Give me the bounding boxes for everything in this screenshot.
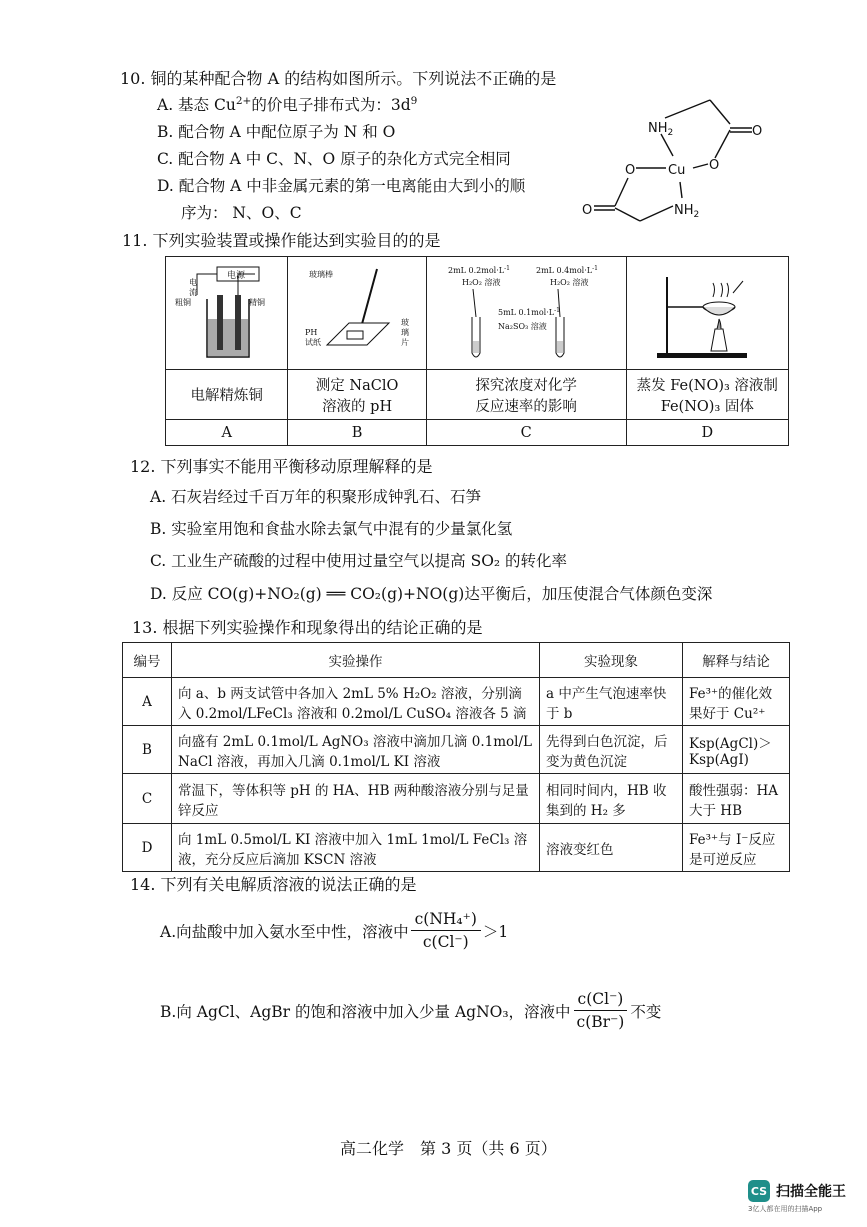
- row-id: C: [123, 774, 172, 824]
- row-id: A: [123, 678, 172, 726]
- svg-text:H₂O₂ 溶液: H₂O₂ 溶液: [462, 278, 501, 287]
- q14-option-a: A.向盐酸中加入氨水至中性，溶液中 $\frac{\text{c(NH₄⁺)}}{c(Cl^-)}$ ＞1: [160, 910, 509, 951]
- test-tubes-apparatus: [428, 257, 624, 365]
- svg-text:NH2: $NH_2$: [674, 203, 700, 220]
- table-row: [123, 726, 790, 774]
- row-id: D: [123, 824, 172, 872]
- row-conclusion: Ksp(AgCl)＞Ksp(AgI): [683, 726, 790, 774]
- fig-evaporation: [626, 257, 788, 370]
- row-conclusion: Fe³⁺的催化效果好于 Cu²⁺: [683, 678, 790, 726]
- q12-option-c: C. 工业生产硫酸的过程中使用过量空气以提高 SO₂ 的转化率: [150, 552, 568, 570]
- caption-d: 蒸发 Fe(NO)₃ 溶液制 Fe(NO)₃ 固体: [626, 370, 788, 420]
- letter-c: C: [426, 420, 626, 446]
- evaporation-apparatus: [627, 257, 787, 365]
- svg-text:电源: 电源: [226, 271, 245, 281]
- svg-text:O: O: [709, 158, 720, 173]
- svg-text:璃: 璃: [401, 328, 410, 337]
- letter-a: A: [166, 420, 288, 446]
- row-phenomenon: a 中产生气泡速率快于 b: [540, 678, 683, 726]
- caption-a: 电解精炼铜: [166, 370, 288, 420]
- caption-b: 测定 NaClO 溶液的 pH: [288, 370, 426, 420]
- row-operation: 向 a、b 两支试管中各加入 2mL 5% H₂O₂ 溶液，分别滴入 0.2mol/LFeCl₃ 溶液和 0.2mol/L CuSO₄ 溶液各 5 滴: [172, 678, 540, 726]
- watermark-name: 扫描全能王: [776, 1184, 846, 1200]
- row-operation: 向 1mL 0.5mol/L KI 溶液中加入 1mL 1mol/L FeCl₃ 溶液，充分反应后滴加 KSCN 溶液: [172, 824, 540, 872]
- row-operation: 向盛有 2mL 0.1mol/L AgNO₃ 溶液中滴加几滴 0.1mol/L NaCl 溶液，再加入几滴 0.1mol/L KI 溶液: [172, 726, 540, 774]
- q13-stem: 13. 根据下列实验操作和现象得出的结论正确的是: [132, 618, 483, 637]
- q12-option-b: B. 实验室用饱和食盐水除去氯气中混有的少量氯化氢: [150, 520, 513, 538]
- header-conclusion: 解释与结论: [683, 643, 790, 678]
- q10-option-d: D. 配合物 A 中非金属元素的第一电离能由大到小的顺: [157, 177, 526, 195]
- row-conclusion: Fe³⁺与 I⁻反应是可逆反应: [683, 824, 790, 872]
- svg-text:5mL 0.1mol·L-1: 5mL $0.1mol\cdot L^{-1}$: [498, 307, 561, 317]
- header-id: 编号: [123, 643, 172, 678]
- q10-option-a: A. 基态 $Cu^{2+}$的价电子排布式为：$3d^9$: [157, 94, 418, 114]
- svg-text:粗铜: 粗铜: [174, 298, 191, 307]
- q12-option-d: D. 反应 CO(g)+NO₂(g) ══ CO₂(g)+NO(g)达平衡后，加压使混合气体颜色变深: [150, 585, 713, 603]
- q10-option-d-cont: 序为： N、O、C: [181, 204, 302, 222]
- row-operation: 常温下，等体积等 pH 的 HA、HB 两种酸溶液分别与足量锌反应: [172, 774, 540, 824]
- q12-option-a: A. 石灰岩经过千百万年的积聚形成钟乳石、石笋: [150, 488, 482, 506]
- header-phenomenon: 实验现象: [540, 643, 683, 678]
- svg-text:2mL 0.4mol·L-1: 2mL $0.4mol\cdot L^{-1}$: [536, 265, 599, 275]
- q14-stem: 14. 下列有关电解质溶液的说法正确的是: [130, 875, 417, 894]
- row-id: B: [123, 726, 172, 774]
- q12-stem: 12. 下列事实不能用平衡移动原理解释的是: [130, 457, 433, 476]
- svg-text:Na₂SO₃ 溶液: Na₂SO₃ 溶液: [498, 322, 547, 331]
- table-row: [123, 678, 790, 726]
- fraction-cl-br: $\frac{c(Cl^-)}{c(Br^-)}$: [573, 990, 629, 1031]
- svg-text:O: O: [625, 163, 636, 178]
- scanner-watermark: [748, 1180, 846, 1214]
- q13-table: [122, 642, 790, 872]
- svg-text:电: 电: [188, 278, 197, 287]
- fig-concentration-rate: [426, 257, 626, 370]
- row-phenomenon: 相同时间内，HB 收集到的 H₂ 多: [540, 774, 683, 824]
- q11-table: [165, 256, 789, 446]
- watermark-tagline: 3亿人都在用的扫描App: [748, 1205, 823, 1213]
- svg-text:PH: PH: [305, 328, 318, 337]
- fig-electrolysis: [166, 257, 288, 370]
- q14-option-b: B.向 AgCl、AgBr 的饱和溶液中加入少量 AgNO₃，溶液中 $\frac{c(Cl^-)}{c(Br^-)}$ 不变: [160, 990, 662, 1031]
- svg-text:片: 片: [401, 338, 410, 347]
- header-operation: 实验操作: [172, 643, 540, 678]
- svg-text:玻: 玻: [401, 318, 410, 327]
- page-footer: 高二化学 第 3 页（共 6 页）: [340, 1139, 557, 1158]
- svg-text:NH2: $NH_2$: [648, 121, 674, 138]
- q10-option-c: C. 配合物 A 中 C、N、O 原子的杂化方式完全相同: [157, 150, 511, 168]
- table-row: [123, 824, 790, 872]
- svg-text:Cu: Cu: [668, 163, 686, 178]
- row-phenomenon: 先得到白色沉淀，后变为黄色沉淀: [540, 726, 683, 774]
- q10-stem: 10. 铜的某种配合物 A 的结构如图所示。下列说法不正确的是: [120, 69, 557, 88]
- ph-paper-apparatus: [289, 257, 425, 365]
- table-row: [123, 774, 790, 824]
- row-phenomenon: 溶液变红色: [540, 824, 683, 872]
- cs-logo-icon: CS: [748, 1180, 770, 1202]
- electrolysis-apparatus: [167, 257, 287, 365]
- svg-text:玻璃棒: 玻璃棒: [309, 270, 334, 279]
- svg-text:试纸: 试纸: [305, 338, 322, 347]
- svg-text:流: 流: [188, 288, 197, 297]
- svg-text:精铜: 精铜: [248, 298, 265, 307]
- svg-text:O: O: [752, 124, 763, 139]
- letter-d: D: [626, 420, 788, 446]
- letter-b: B: [288, 420, 426, 446]
- q10-option-b: B. 配合物 A 中配位原子为 N 和 O: [157, 123, 396, 141]
- svg-text:O: O: [582, 203, 593, 218]
- fig-ph-test: [288, 257, 426, 370]
- fraction-nh4-cl: $\frac{\text{c(NH₄⁺)}}{c(Cl^-)}$: [411, 910, 481, 951]
- svg-text:H₂O₂ 溶液: H₂O₂ 溶液: [550, 278, 589, 287]
- q11-stem: 11. 下列实验装置或操作能达到实验目的的是: [122, 231, 441, 250]
- caption-c: 探究浓度对化学 反应速率的影响: [426, 370, 626, 420]
- row-conclusion: 酸性强弱：HA 大于 HB: [683, 774, 790, 824]
- copper-complex-structure: [570, 88, 780, 228]
- svg-text:2mL 0.2mol·L-1: 2mL $0.2mol\cdot L^{-1}$: [448, 265, 511, 275]
